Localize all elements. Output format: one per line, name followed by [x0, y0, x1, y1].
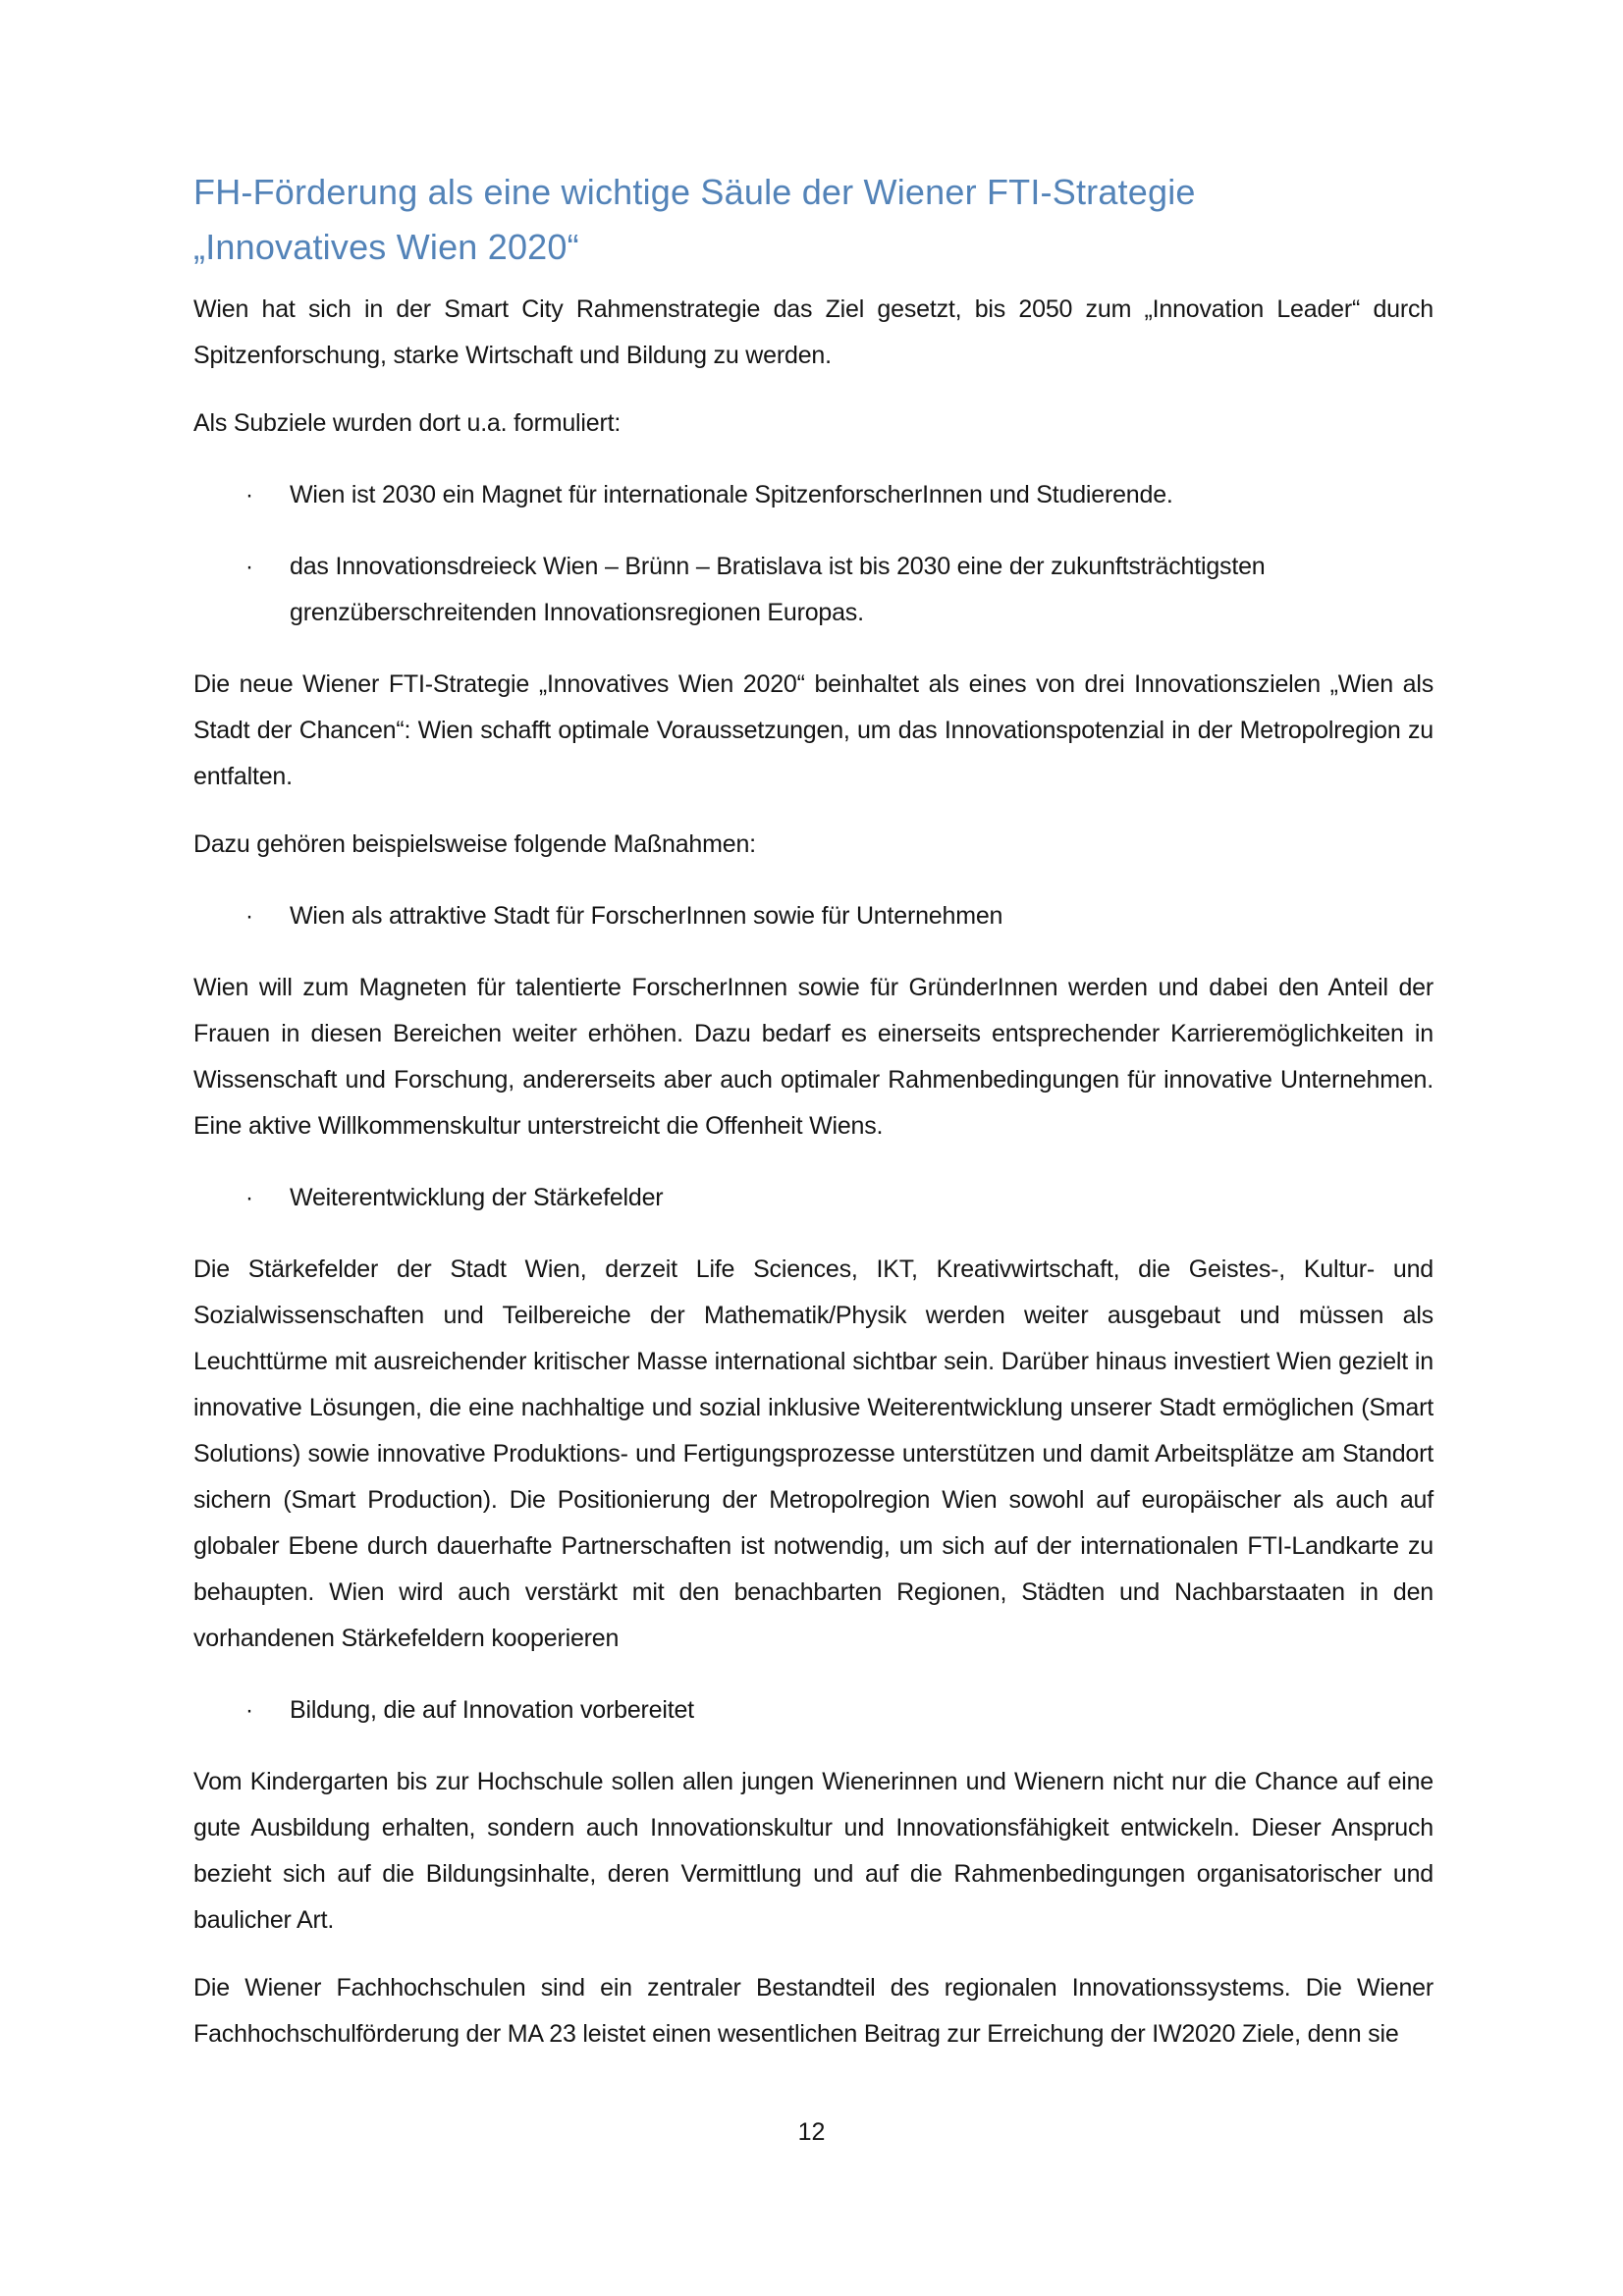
- bullet-list-item: [193, 1175, 1434, 1221]
- paragraph: Die Wiener Fachhochschulen sind ein zentraler Bestandteil des regionalen Innovationssystems. Die Wiener Fachhochschulförderung der MA 23 leistet einen wesentlichen Beitrag zur Erreichung der IW2020 Ziele, denn sie: [193, 1974, 1434, 2048]
- paragraph: Wien will zum Magneten für talentierte ForscherInnen sowie für GründerInnen werden und dabei den Anteil der Frauen in diesen Bereichen weiter erhöhen. Dazu bedarf es einerseits entsprechender Karrieremöglichkeiten in Wissenschaft und Forschung, andererseits aber auch optimaler Rahmenbedingungen für innovative Unternehmen. Eine aktive Willkommenskultur unterstreicht die Offenheit Wiens.: [193, 974, 1434, 1140]
- bullet-text: Wien als attraktive Stadt für ForscherInnen sowie für Unternehmen: [290, 902, 1003, 930]
- document-body: [193, 165, 1434, 2079]
- bullet-text: Wien ist 2030 ein Magnet für internationale SpitzenforscherInnen und Studierende.: [290, 481, 1173, 508]
- bullet-marker: ·: [245, 1185, 253, 1211]
- bullet-marker: ·: [245, 903, 253, 930]
- bullet-marker: ·: [245, 554, 253, 580]
- bullet-marker: ·: [245, 482, 253, 508]
- paragraph: Dazu gehören beispielsweise folgende Maßnahmen:: [193, 830, 756, 858]
- page-title-line-1: FH-Förderung als eine wichtige Säule der Wiener FTI-Strategie: [193, 172, 1196, 212]
- bullet-list-item: [193, 544, 1434, 636]
- paragraph: Wien hat sich in der Smart City Rahmenstrategie das Ziel gesetzt, bis 2050 zum „Innovation Leader“ durch Spitzenforschung, starke Wirtschaft und Bildung zu werden.: [193, 295, 1434, 369]
- bullet-list-item: [193, 1687, 1434, 1734]
- paragraph: Vom Kindergarten bis zur Hochschule sollen allen jungen Wienerinnen und Wienern nicht nur die Chance auf eine gute Ausbildung erhalten, sondern auch Innovationskultur und Innovationsfähigkeit entwickeln. Dieser Anspruch bezieht sich auf die Bildungsinhalte, deren Vermittlung und auf die Rahmenbedingungen organisatorischer und baulicher Art.: [193, 1768, 1434, 1934]
- paragraph: Die neue Wiener FTI-Strategie „Innovatives Wien 2020“ beinhaltet als eines von drei Innovationszielen „Wien als Stadt der Chancen“: Wien schafft optimale Voraussetzungen, um das Innovationspotenzial in der Metropolregion zu entfalten.: [193, 670, 1434, 790]
- bullet-text: Weiterentwicklung der Stärkefelder: [290, 1184, 664, 1211]
- bullet-marker: ·: [245, 1697, 253, 1724]
- page-title: [193, 165, 1434, 275]
- page-number: 12: [797, 2118, 826, 2146]
- bullet-text: das Innovationsdreieck Wien – Brünn – Bratislava ist bis 2030 eine der zukunftsträchtigsten grenzüberschreitenden Innovationsregionen Europas.: [290, 553, 1266, 626]
- page-title-line-2: „Innovatives Wien 2020“: [193, 227, 579, 267]
- bullet-text: Bildung, die auf Innovation vorbereitet: [290, 1696, 694, 1724]
- paragraph: Als Subziele wurden dort u.a. formuliert:: [193, 409, 622, 437]
- bullet-list-item: [193, 893, 1434, 939]
- paragraph: Die Stärkefelder der Stadt Wien, derzeit Life Sciences, IKT, Kreativwirtschaft, die Geistes-, Kultur- und Sozialwissenschaften und Teilbereiche der Mathematik/Physik werden weiter ausgebaut und müssen als Leuchttürme mit ausreichender kritischer Masse international sichtbar sein. Darüber hinaus investiert Wien gezielt in innovative Lösungen, die eine nachhaltige und sozial inklusive Weiterentwicklung unserer Stadt ermöglichen (Smart Solutions) sowie innovative Produktions- und Fertigungsprozesse unterstützen und damit Arbeitsplätze am Standort sichern (Smart Production). Die Positionierung der Metropolregion Wien sowohl auf europäischer als auch auf globaler Ebene durch dauerhafte Partnerschaften ist notwendig, um sich auf der internationalen FTI-Landkarte zu behaupten. Wien wird auch verstärkt mit den benachbarten Regionen, Städten und Nachbarstaaten in den vorhandenen Stärkefeldern kooperieren: [193, 1255, 1434, 1652]
- bullet-list-item: [193, 472, 1434, 518]
